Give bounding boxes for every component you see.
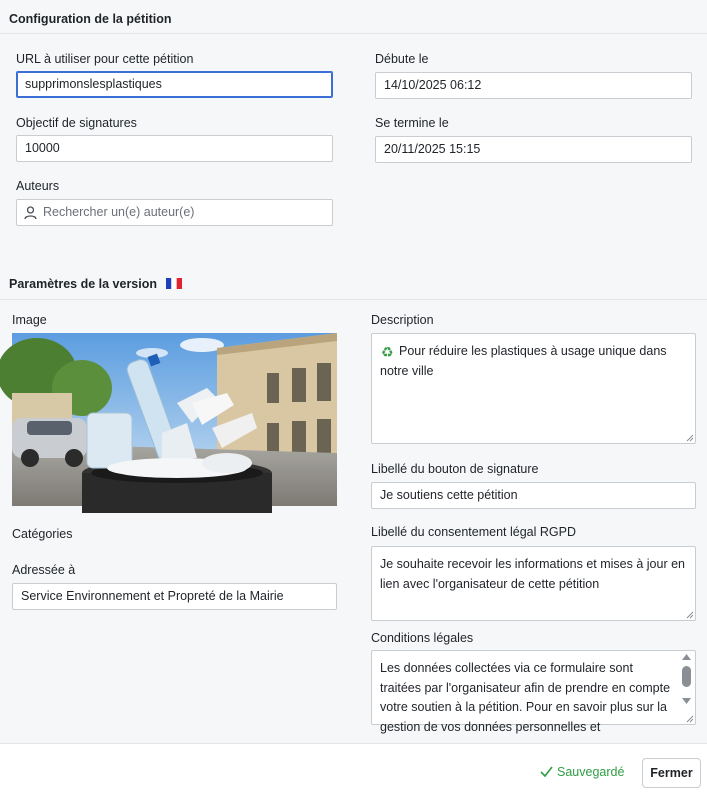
description-textarea[interactable] (371, 333, 696, 444)
description-label: Description (371, 313, 434, 327)
footer-bar (0, 743, 707, 797)
section-title-petition-config: Configuration de la pétition (9, 12, 172, 26)
button-label-label: Libellé du bouton de signature (371, 462, 539, 476)
end-date-input[interactable]: 20/11/2025 15:15 (375, 136, 692, 163)
goal-label: Objectif de signatures (16, 116, 137, 130)
scrollbar-thumb[interactable] (682, 666, 691, 687)
legal-conditions-label: Conditions légales (371, 631, 474, 645)
scrollbar[interactable] (681, 654, 692, 718)
button-label-input[interactable]: Je soutiens cette pétition (371, 482, 696, 509)
legal-conditions-textarea[interactable] (371, 650, 696, 734)
start-date-input[interactable]: 14/10/2025 06:12 (375, 72, 692, 99)
goal-input[interactable]: 10000 (16, 135, 333, 162)
close-button[interactable]: Fermer (642, 758, 701, 788)
addressed-to-label: Adressée à (12, 563, 76, 577)
resize-handle-icon[interactable] (685, 714, 693, 722)
url-input[interactable]: supprimonslesplastiques (16, 71, 333, 98)
petition-image[interactable] (12, 333, 337, 506)
saved-status (540, 765, 624, 779)
plastic-waste-illustration (12, 333, 337, 506)
start-date-label: Débute le (375, 52, 429, 66)
consent-text: Je souhaite recevoir les informations et mises à jour en lien avec l'organisateur de cette pétition (380, 557, 686, 591)
categories-label: Catégories (12, 527, 73, 541)
url-label: URL à utiliser pour cette pétition (16, 52, 194, 66)
legal-conditions-text: Les données collectées via ce formulaire sont traitées par l'organisateur afin de prendre en compte votre soutien à la pétition. Pour en savoir plus sur la gestion de vos données personnelles et (380, 661, 671, 734)
check-icon (540, 766, 553, 777)
addressed-to-input[interactable]: Service Environnement et Propreté de la Mairie (12, 583, 337, 610)
saved-label: Sauvegardé (557, 765, 625, 779)
authors-search-input[interactable] (16, 199, 333, 226)
end-date-label: Se termine le (375, 116, 449, 130)
resize-handle-icon[interactable] (685, 610, 693, 618)
scroll-down-icon[interactable] (682, 698, 691, 705)
authors-label: Auteurs (16, 179, 60, 193)
authors-placeholder: Rechercher un(e) auteur(e) (43, 205, 195, 219)
divider (0, 299, 707, 300)
image-label: Image (12, 313, 47, 327)
consent-label: Libellé du consentement légal RGPD (371, 525, 576, 539)
version-title-text: Paramètres de la version (9, 277, 157, 291)
user-icon (24, 206, 37, 220)
consent-textarea[interactable] (371, 546, 696, 621)
divider (0, 33, 707, 34)
section-title-version (9, 277, 182, 291)
france-flag-icon (166, 278, 182, 289)
scroll-up-icon[interactable] (682, 654, 691, 661)
recycle-icon: ♻ (381, 344, 394, 360)
resize-handle-icon[interactable] (685, 433, 693, 441)
description-text: Pour réduire les plastiques à usage unique dans notre ville (380, 344, 667, 378)
